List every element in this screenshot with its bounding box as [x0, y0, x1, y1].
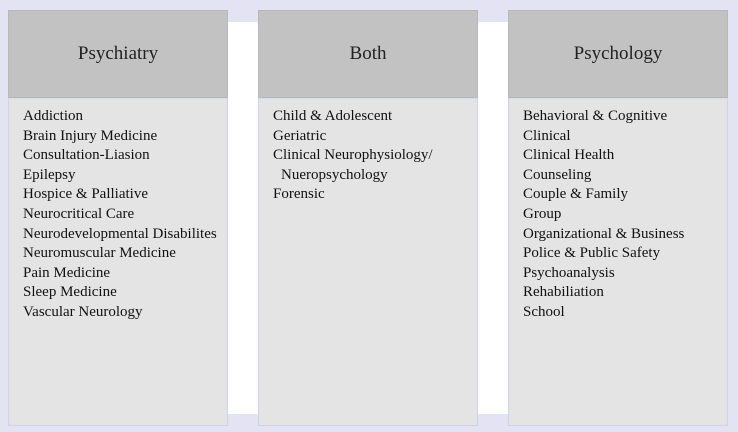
specialty-list [523, 107, 721, 323]
column-gap [478, 22, 508, 414]
list-item: Vascular Neurology [23, 303, 143, 320]
list-item: School [523, 303, 565, 320]
column-header: Both [258, 10, 478, 98]
list-item: Pain Medicine [23, 264, 111, 281]
specialty-list [273, 107, 471, 205]
list-item: Neurodevelopmental Disabilites [23, 225, 217, 242]
list-item: Addiction [23, 108, 83, 124]
list-item: Clinical Health [523, 147, 615, 164]
list-item: Geriatric [273, 127, 327, 144]
list-item: Group [523, 205, 562, 222]
list-item: Forensic [273, 186, 325, 203]
column-psychiatry [8, 10, 228, 426]
column-psychology [508, 10, 728, 426]
column-gap [228, 22, 258, 414]
list-item: Brain Injury Medicine [23, 127, 158, 144]
column-header: Psychology [508, 10, 728, 98]
column-body [508, 98, 728, 426]
list-item: Clinical Neurophysiology/ Nueropsychology [273, 147, 433, 183]
list-item: Neurocritical Care [23, 205, 135, 222]
list-item: Organizational & Business [523, 225, 685, 242]
list-item: Child & Adolescent [273, 108, 393, 124]
list-item: Neuromuscular Medicine [23, 245, 176, 262]
list-item: Police & Public Safety [523, 245, 661, 262]
list-item: Rehabiliation [523, 284, 604, 301]
column-header: Psychiatry [8, 10, 228, 98]
list-item: Epilepsy [23, 166, 76, 183]
list-item: Couple & Family [523, 186, 628, 203]
list-item: Sleep Medicine [23, 284, 117, 301]
list-item: Consultation-Liasion [23, 147, 150, 164]
list-item: Psychoanalysis [523, 264, 615, 281]
list-item: Behavioral & Cognitive [523, 108, 668, 124]
column-both [258, 10, 478, 426]
list-item: Clinical [523, 127, 571, 144]
column-body [258, 98, 478, 426]
column-body [8, 98, 228, 426]
list-item: Counseling [523, 166, 592, 183]
specialty-list [23, 107, 221, 323]
list-item: Hospice & Palliative [23, 186, 148, 203]
